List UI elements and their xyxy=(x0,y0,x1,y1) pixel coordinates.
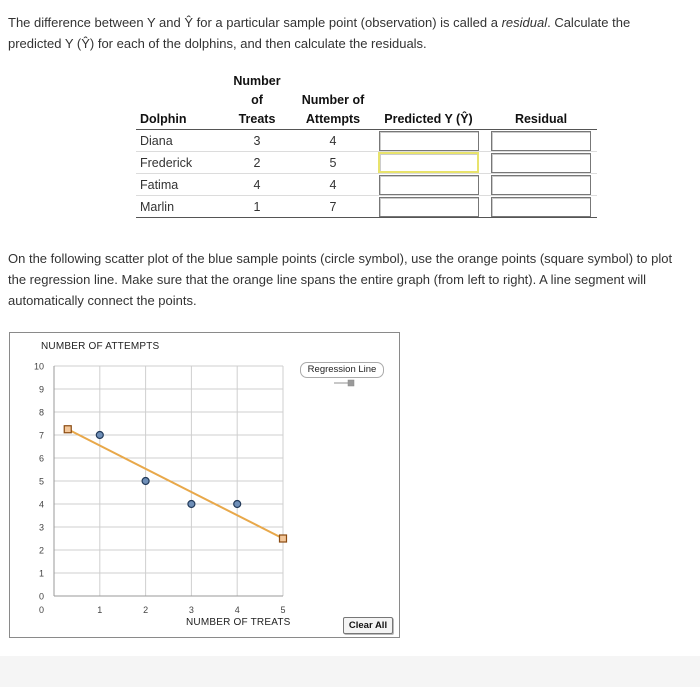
col-treats-line2: Treats xyxy=(238,112,276,126)
col-treats-header xyxy=(220,72,294,130)
scatter-plot-panel xyxy=(9,332,400,638)
regression-point[interactable] xyxy=(280,535,287,542)
cell-treats: 1 xyxy=(220,196,294,218)
y-tick-label: 8 xyxy=(38,407,44,418)
data-table xyxy=(136,72,597,218)
cell-residual xyxy=(485,130,597,152)
table-row xyxy=(136,152,597,174)
cell-predicted xyxy=(372,174,485,196)
intro-text-1: The difference between Y and Ŷ for a particular sample point (observation) is called a xyxy=(8,15,502,30)
x-tick-label: 2 xyxy=(143,605,149,615)
sample-point xyxy=(96,432,103,439)
y-tick-label: 3 xyxy=(38,522,44,533)
col-attempts-header xyxy=(294,72,372,130)
cell-residual xyxy=(485,174,597,196)
residual-input[interactable] xyxy=(491,153,591,173)
cell-attempts: 4 xyxy=(294,130,372,152)
legend-line-marker xyxy=(334,379,356,387)
y-tick-label: 4 xyxy=(38,499,44,510)
intro-text-2: . Calculate the predicted Y (Ŷ) for each of the dolphins, and then calculate the residuals. xyxy=(8,15,631,51)
cell-dolphin-name: Marlin xyxy=(136,196,220,218)
col-residual-header: Residual xyxy=(485,72,597,130)
cell-dolphin-name: Diana xyxy=(136,130,220,152)
regression-point[interactable] xyxy=(64,426,71,433)
y-tick-label: 5 xyxy=(38,476,44,487)
table-header-row xyxy=(136,72,597,130)
instructions-paragraph: On the following scatter plot of the blue sample points (circle symbol), use the orange points (square symbol) to plot the regression line. Make sure that the orange line spans the entire graph (from left to right). A line segment will automatically connect the points. xyxy=(8,251,673,308)
y-axis-label: NUMBER OF ATTEMPTS xyxy=(41,341,160,352)
x-tick-label: 4 xyxy=(234,605,240,615)
y-tick-label: 0 xyxy=(38,591,44,602)
cell-treats: 3 xyxy=(220,130,294,152)
cell-predicted xyxy=(372,130,485,152)
cell-treats: 4 xyxy=(220,174,294,196)
col-attempts-line2: Attempts xyxy=(305,112,361,126)
cell-predicted xyxy=(372,196,485,218)
y-tick-label: 2 xyxy=(38,545,44,556)
sample-point xyxy=(188,501,195,508)
x-tick-label: 0 xyxy=(38,605,44,615)
cell-predicted xyxy=(372,152,485,174)
cell-dolphin-name: Frederick xyxy=(136,152,220,174)
y-tick-label: 6 xyxy=(38,453,44,464)
predicted-input[interactable] xyxy=(378,152,479,173)
cell-attempts: 4 xyxy=(294,174,372,196)
cell-residual xyxy=(485,152,597,174)
col-dolphin-header: Dolphin xyxy=(136,72,220,130)
y-tick-label: 1 xyxy=(38,568,44,579)
sample-point xyxy=(234,501,241,508)
predicted-input[interactable] xyxy=(379,131,479,151)
cell-treats: 2 xyxy=(220,152,294,174)
x-tick-label: 3 xyxy=(188,605,194,615)
clear-all-button[interactable]: Clear All xyxy=(343,617,393,634)
x-tick-label: 1 xyxy=(97,605,103,615)
x-axis-label: NUMBER OF TREATS xyxy=(186,617,291,628)
predicted-input[interactable] xyxy=(379,175,479,195)
y-tick-label: 7 xyxy=(38,430,44,441)
residual-input[interactable] xyxy=(491,131,591,151)
legend-regression-line[interactable]: Regression Line xyxy=(300,362,384,378)
intro-term: residual xyxy=(501,15,548,30)
y-tick-label: 10 xyxy=(33,361,44,372)
bottom-bar xyxy=(0,656,700,687)
cell-attempts: 5 xyxy=(294,152,372,174)
table-row xyxy=(136,196,597,218)
cell-residual xyxy=(485,196,597,218)
col-predicted-header: Predicted Y (Ŷ) xyxy=(372,72,485,130)
cell-dolphin-name: Fatima xyxy=(136,174,220,196)
col-attempts-line1: Number of xyxy=(301,93,365,107)
col-treats-line1: Number of xyxy=(233,74,281,107)
data-table-wrapper xyxy=(136,72,597,218)
table-row xyxy=(136,130,597,152)
residual-input[interactable] xyxy=(491,197,591,217)
predicted-input[interactable] xyxy=(379,197,479,217)
cell-attempts: 7 xyxy=(294,196,372,218)
x-tick-label: 5 xyxy=(280,605,286,615)
y-tick-label: 9 xyxy=(38,384,44,395)
table-row xyxy=(136,174,597,196)
intro-paragraph xyxy=(8,12,678,54)
residual-input[interactable] xyxy=(491,175,591,195)
sample-point xyxy=(142,478,149,485)
